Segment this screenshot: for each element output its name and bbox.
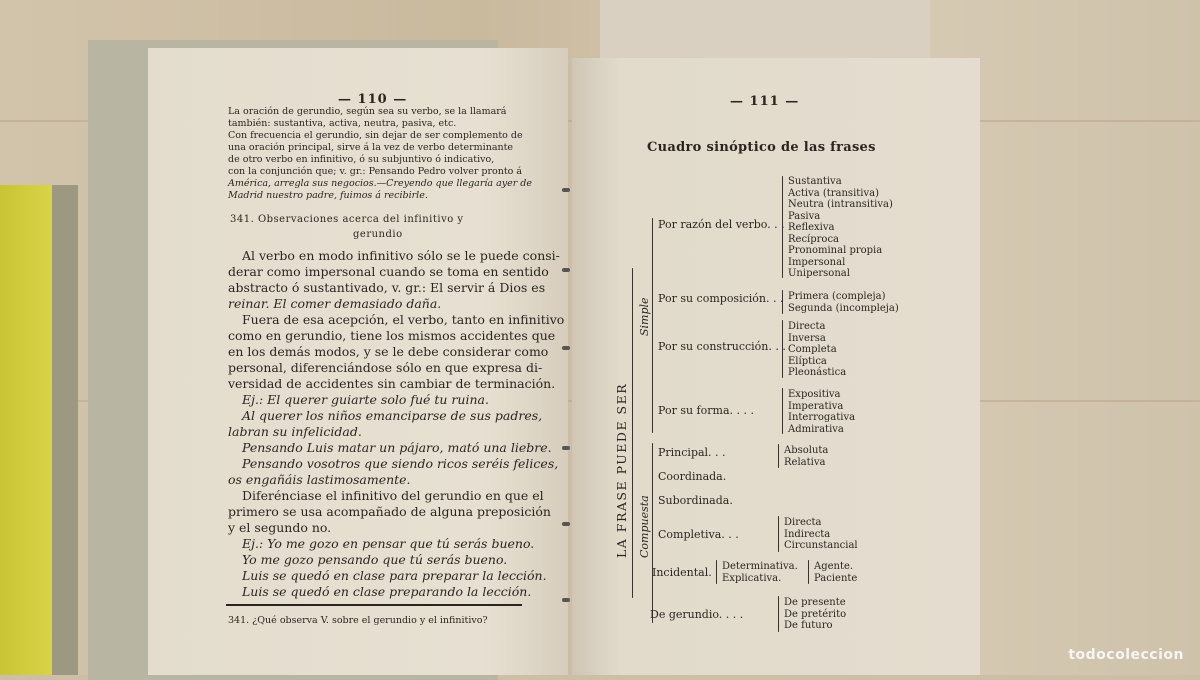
compuesta-label: Compuesta [638,495,651,558]
body-line: Luis se quedó en clase para preparar la lección. [242,568,547,583]
page-number: — 111 — [730,94,800,109]
body-line: derar como impersonal cuando se toma en sentido [228,264,549,279]
page-110 [148,48,568,675]
group-label: Por su composición. . . [658,292,784,305]
intro-line: Con frecuencia el gerundio, sin dejar de ser complemento de [228,130,523,141]
footnote-rule [226,604,522,606]
body-line: reinar. El comer demasiado daña. [228,296,442,311]
intro-line: con la conjunción que; v. gr.: Pensando Pedro volver pronto á [228,166,523,177]
background-paper [600,0,930,60]
binding-stitch [562,268,570,272]
group-item: Pasiva [788,210,821,222]
group-brace [778,516,779,552]
group-item: Paciente [814,572,858,584]
group-item: Unipersonal [788,268,850,279]
group-brace [778,596,779,632]
group-brace [782,176,783,278]
body-line: como en gerundio, tiene los mismos accidentes que [228,328,556,343]
body-line: en los demás modos, y se le debe considerar como [228,344,549,359]
body-line: Ej.: Yo me gozo en pensar que tú serás bueno. [242,536,535,551]
group-item: Admirativa [788,423,844,435]
body-line: versidad de accidentes sin cambiar de terminación. [228,376,556,391]
group-label: Por su construcción. . . [658,340,786,353]
section-heading: gerundio [353,229,403,240]
group-item: Impersonal [788,256,846,268]
intro-line: de otro verbo en infinitivo, ó su subjuntivo ó indicativo, [228,154,495,165]
group-item: Completa [788,344,837,355]
binding-stitch [562,446,570,450]
binding-stitch [562,598,570,602]
group-brace [782,388,783,434]
root-brace [632,268,633,598]
simple-brace [652,218,653,433]
group-item: Relativa [784,456,826,468]
group-item: De futuro [784,620,833,631]
group-item: Expositiva [788,389,841,400]
group-item: Indirecta [784,528,831,540]
body-line: labran su infelicidad. [228,424,362,439]
intro-line: una oración principal, sirve á la vez de verbo determinante [228,142,514,153]
group-item: Circunstancial [784,540,858,551]
section-heading: 341. Observaciones acerca del infinitivo y [230,214,464,225]
group-item: Neutra (intransitiva) [788,199,893,210]
group-label: Principal. . . [658,446,726,459]
body-line: os engañáis lastimosamente. [228,472,411,487]
group-item: Imperativa [788,400,844,412]
group-brace [782,290,783,314]
group-item: Inversa [788,332,826,344]
body-line: Al querer los niños emanciparse de sus padres, [242,408,543,423]
group-item: Pleonástica [788,367,847,378]
group-label: De gerundio. . . . [650,608,744,621]
group-label: Subordinada. [658,494,733,507]
group-item: Sustantiva [788,176,842,187]
body-line: Yo me gozo pensando que tú serás bueno. [242,552,508,567]
group-item: De presente [784,597,846,608]
root-label: LA FRASE PUEDE SER [614,382,629,558]
simple-label: Simple [638,297,651,336]
intro-line: también: sustantiva, activa, neutra, pasiva, etc. [228,118,457,129]
body-line: Ej.: El querer guiarte solo fué tu ruina. [242,392,489,407]
body-line: Al verbo en modo infinitivo sólo se le puede consi- [242,248,560,263]
group-brace [808,560,809,584]
group-item: Reflexiva [788,222,835,233]
intro-line: Madrid nuestro padre, fuimos á recibirle. [228,190,428,201]
page-number: — 110 — [338,92,408,107]
intro-line: América, arregla sus negocios.—Creyendo que llegaría ayer de [228,178,532,189]
group-subitem: Explicativa. [722,572,782,584]
binding-stitch [562,522,570,526]
watermark: todocoleccion [1068,647,1184,663]
group-label: Incidental. [652,566,712,579]
body-line: abstracto ó sustantivado, v. gr.: El servir á Dios es [228,280,546,295]
binding-stitch [562,346,570,350]
body-line: Pensando vosotros que siendo ricos seréis felices, [242,456,559,471]
body-line: primero se usa acompañado de alguna preposición [228,504,551,519]
group-label: Por razón del verbo. . . [658,218,785,231]
body-line: Fuera de esa acepción, el verbo, tanto en infinitivo [242,312,565,327]
group-item: Pronominal propia [788,245,883,256]
body-line: Diferénciase el infinitivo del gerundio en que el [242,488,544,503]
body-line: Luis se quedó en clase preparando la lección. [242,584,532,599]
synoptic-table-title: Cuadro sinóptico de las frases [647,140,876,155]
group-item: Activa (transitiva) [788,187,879,199]
group-brace [782,320,783,378]
group-item: Directa [784,517,822,528]
group-brace [716,560,717,584]
binding-stitch [562,188,570,192]
group-item: Absoluta [784,445,829,456]
body-line: Pensando Luis matar un pájaro, mató una liebre. [242,440,552,455]
group-item: De pretérito [784,608,847,620]
group-label: Completiva. . . [658,528,739,541]
group-item: Segunda (incompleja) [788,302,899,314]
page-111 [572,58,980,675]
group-item: Interrogativa [788,412,856,423]
body-line: personal, diferenciándose sólo en que expresa di- [228,360,543,375]
group-item: Agente. [814,561,854,572]
group-item: Recíproca [788,233,840,245]
group-item: Elíptica [788,355,827,367]
body-line: y el segundo no. [228,520,332,535]
group-subitem: Determinativa. [722,561,798,572]
compuesta-brace [652,443,653,623]
group-item: Primera (compleja) [788,291,886,302]
footnote: 341. ¿Qué observa V. sobre el gerundio y el infinitivo? [228,615,488,626]
group-label: Por su forma. . . . [658,404,754,417]
group-item: Directa [788,321,826,332]
group-brace [778,444,779,468]
intro-line: La oración de gerundio, según sea su verbo, se la llamará [228,106,507,117]
yellow-book-edge [52,185,78,675]
group-label: Coordinada. [658,470,727,483]
